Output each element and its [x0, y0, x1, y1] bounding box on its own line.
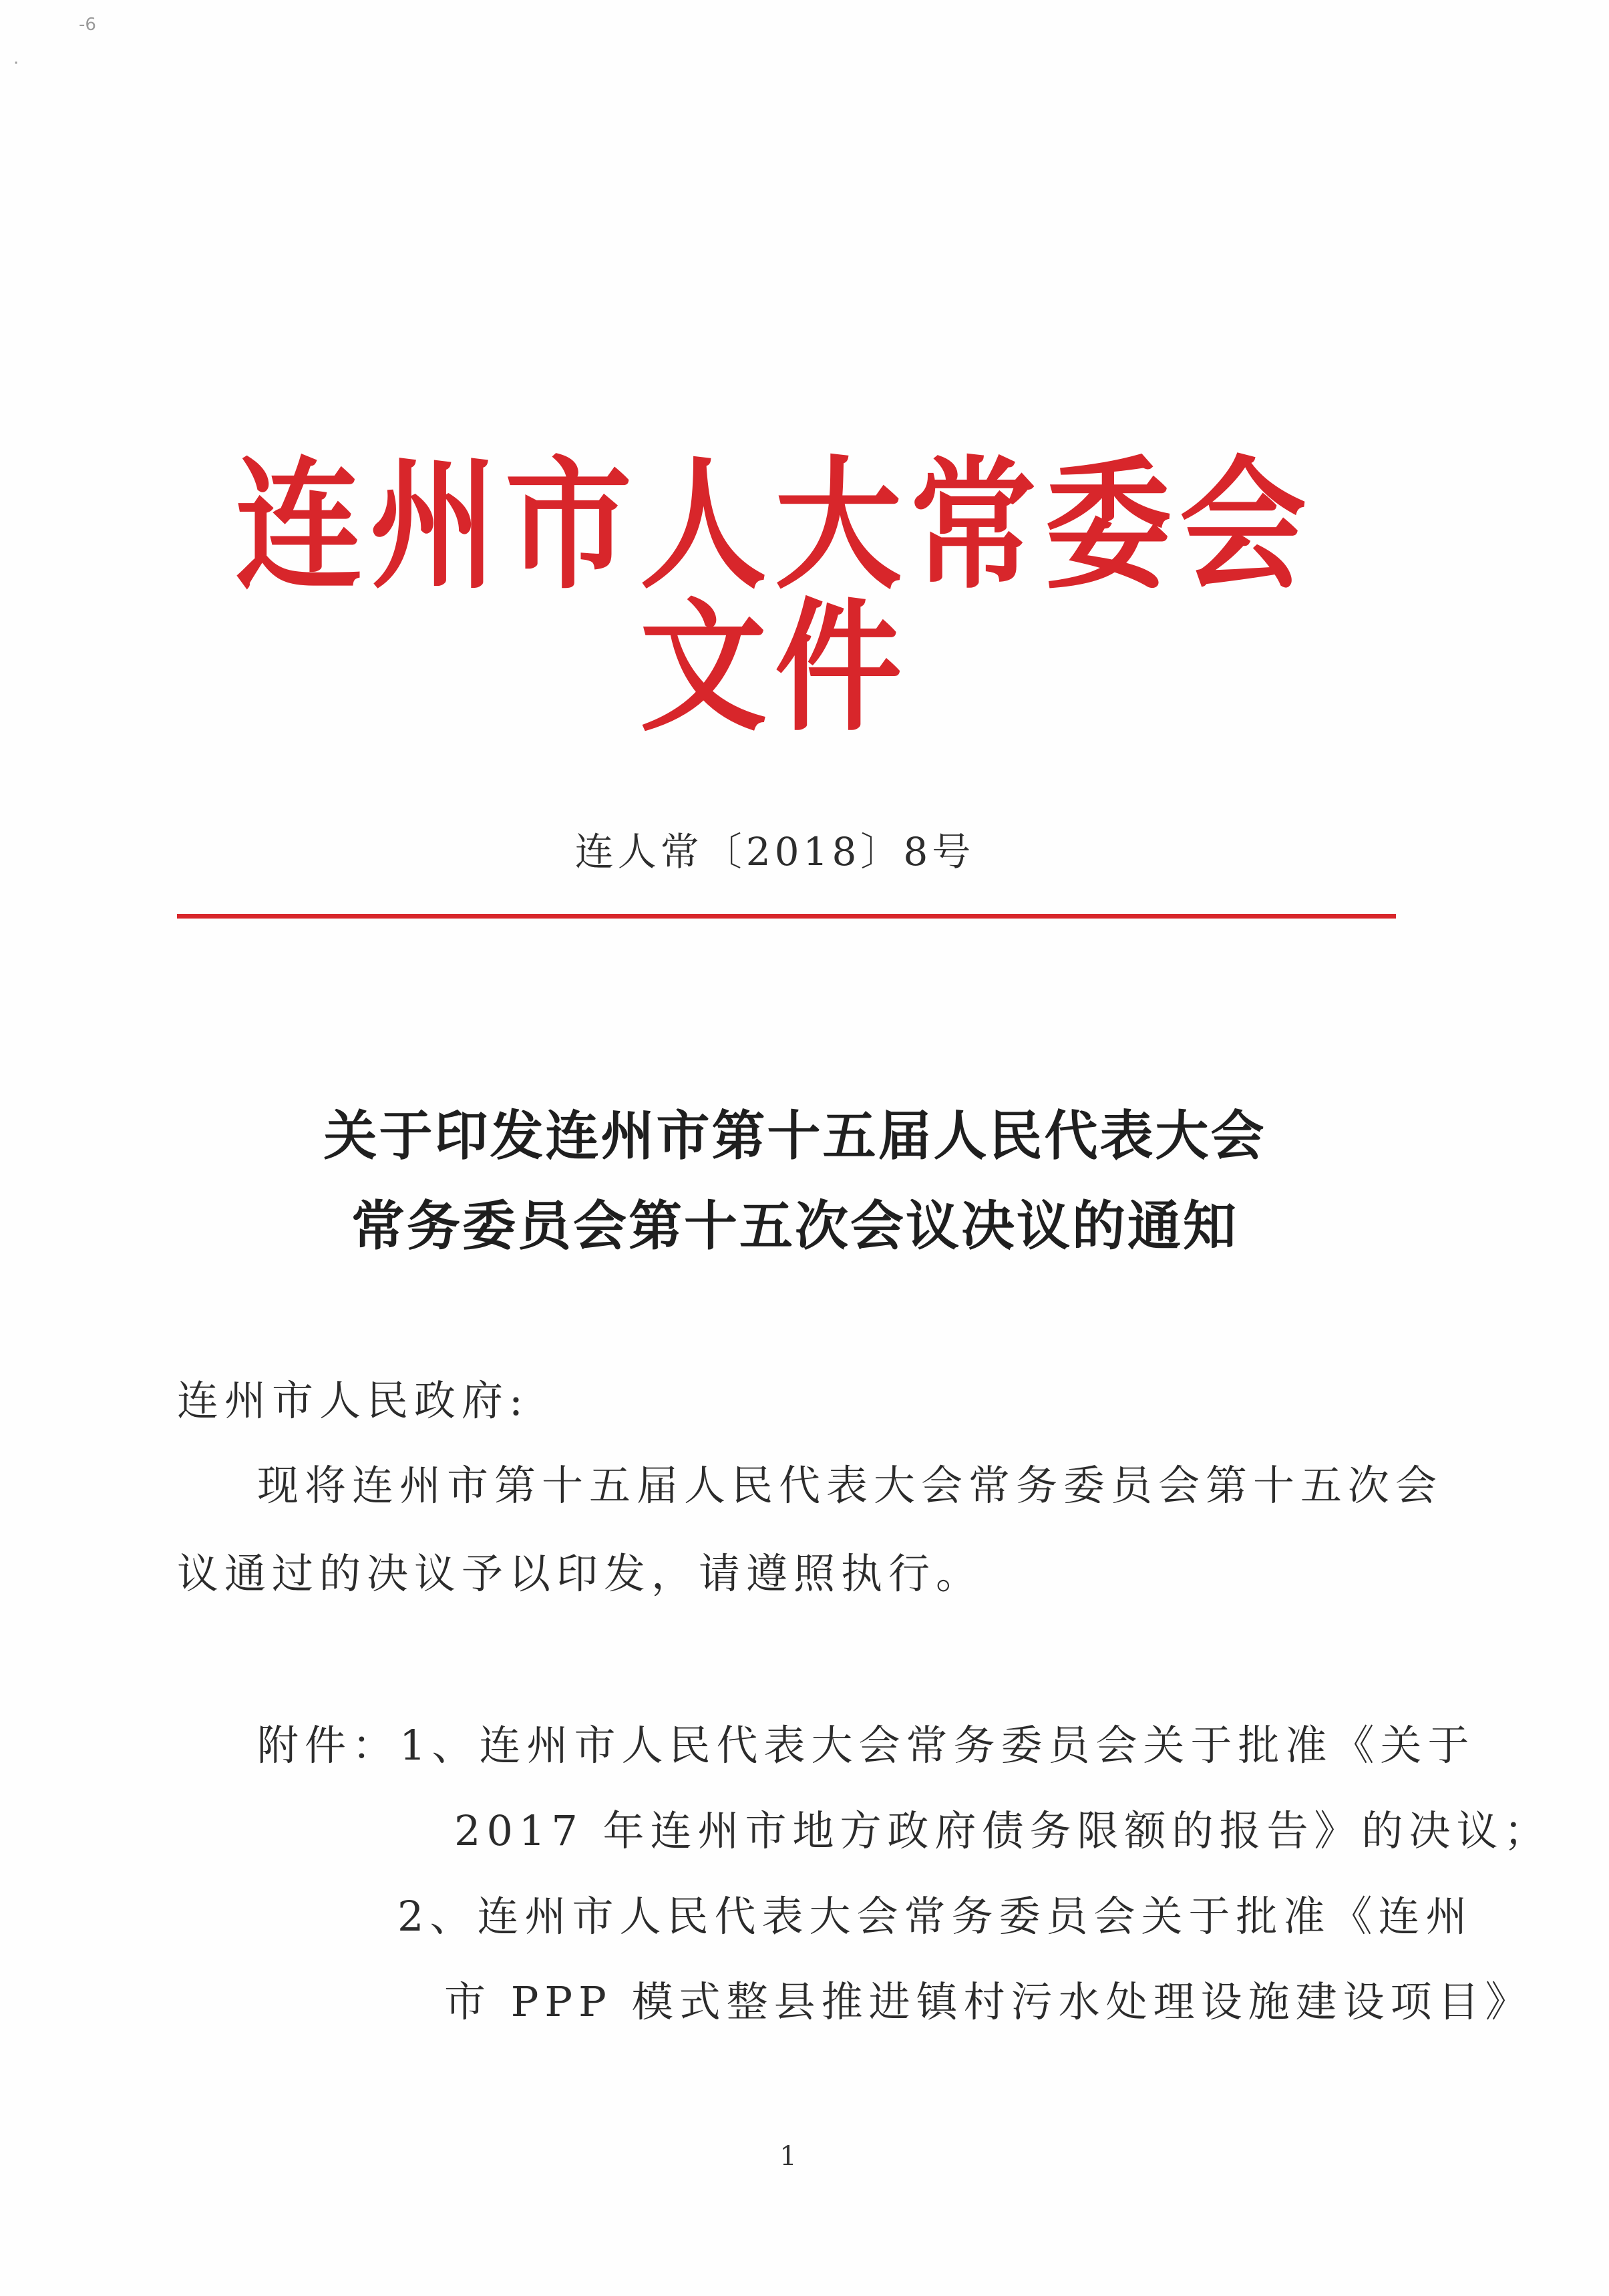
attachment-1-line-2: 2017 年连州市地方政府债务限额的报告》的决议； [454, 1806, 1552, 1855]
salutation: 连州市人民政府: [177, 1376, 529, 1425]
body-line-1: 现将连州市第十五届人民代表大会常务委员会第十五次会 [257, 1461, 1443, 1510]
corner-mark: -6 [79, 15, 96, 35]
attachment-1-line-1: 附件：1、连州市人民代表大会常务委员会关于批准《关于 [257, 1721, 1475, 1770]
page-number: 1 [779, 2141, 797, 2172]
document-number: 连人常〔2018〕8号 [574, 829, 975, 874]
notice-title-line-1: 关于印发连州市第十五届人民代表大会 [323, 1104, 1266, 1167]
masthead-title: 连州市人大常委会文件 [234, 441, 1314, 751]
scan-speck: · [13, 53, 19, 73]
body-line-2: 议通过的决议予以印发，请遵照执行。 [177, 1549, 984, 1598]
red-divider-line [177, 914, 1396, 919]
attachment-2-line-1: 2、连州市人民代表大会常务委员会关于批准《连州 [397, 1892, 1473, 1941]
attachment-2-line-2: 市 PPP 模式整县推进镇村污水处理设施建设项目》 [444, 1977, 1533, 2026]
notice-title-line-2: 常务委员会第十五次会议决议的通知 [351, 1194, 1238, 1257]
